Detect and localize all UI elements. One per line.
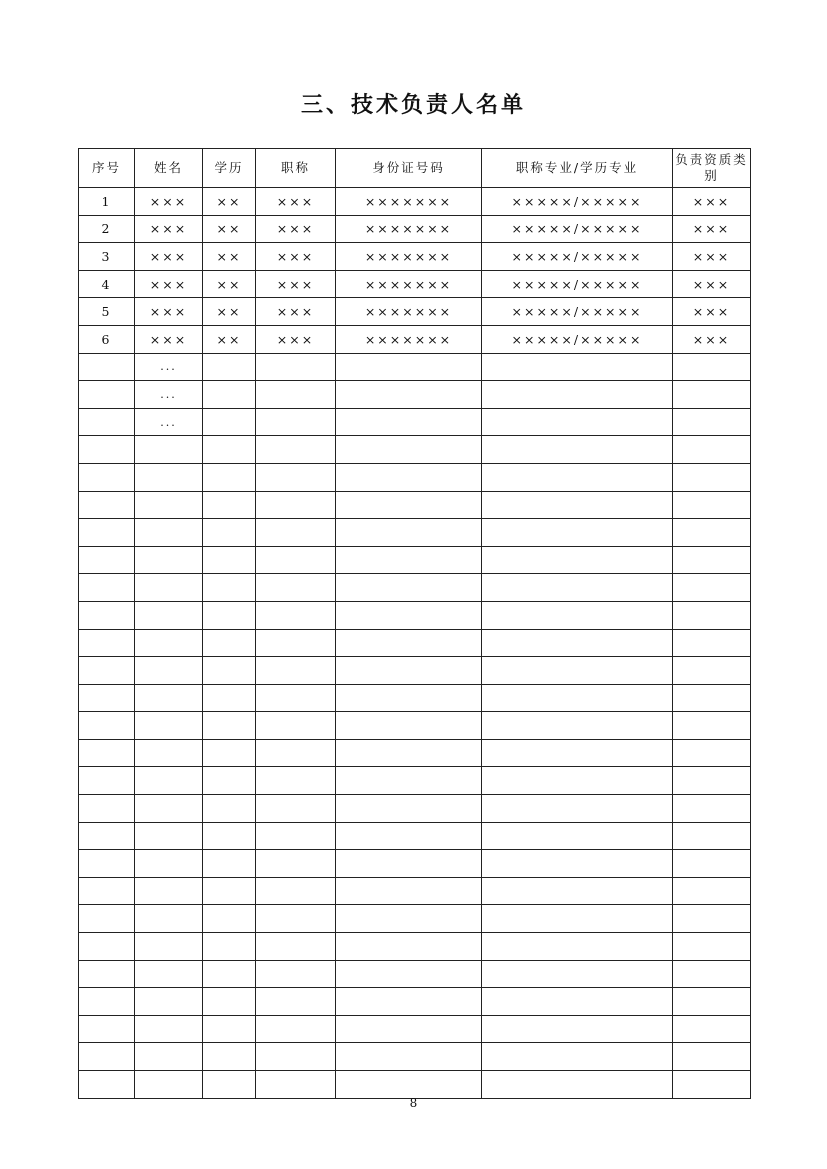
cell-id-number bbox=[336, 657, 482, 685]
cell-major bbox=[482, 960, 673, 988]
cell-title bbox=[256, 1015, 336, 1043]
cell-education bbox=[203, 353, 256, 381]
cell-seq-no bbox=[79, 408, 135, 436]
table-row bbox=[79, 657, 751, 685]
cell-id-number: ××××××× bbox=[336, 188, 482, 216]
cell-id-number bbox=[336, 601, 482, 629]
cell-seq-no bbox=[79, 436, 135, 464]
table-row bbox=[79, 325, 751, 353]
cell-seq-no bbox=[79, 463, 135, 491]
cell-title bbox=[256, 739, 336, 767]
cell-qualification-category bbox=[673, 546, 751, 574]
cell-major bbox=[482, 905, 673, 933]
cell-major bbox=[482, 629, 673, 657]
cell-qualification-category bbox=[673, 795, 751, 823]
cell-qualification-category bbox=[673, 739, 751, 767]
cell-title bbox=[256, 381, 336, 409]
cell-major bbox=[482, 739, 673, 767]
cell-seq-no bbox=[79, 629, 135, 657]
cell-education bbox=[203, 657, 256, 685]
cell-education bbox=[203, 408, 256, 436]
cell-name: ××× bbox=[135, 188, 203, 216]
cell-title bbox=[256, 767, 336, 795]
table-row bbox=[79, 215, 751, 243]
cell-education bbox=[203, 436, 256, 464]
cell-qualification-category bbox=[673, 905, 751, 933]
cell-major: ×××××/××××× bbox=[482, 243, 673, 271]
cell-name: ××× bbox=[135, 298, 203, 326]
cell-seq-no bbox=[79, 519, 135, 547]
cell-name bbox=[135, 1015, 203, 1043]
cell-id-number bbox=[336, 629, 482, 657]
cell-education: ×× bbox=[203, 243, 256, 271]
cell-qualification-category bbox=[673, 1043, 751, 1071]
cell-qualification-category bbox=[673, 822, 751, 850]
table-row bbox=[79, 1071, 751, 1099]
cell-title bbox=[256, 1071, 336, 1099]
cell-qualification-category bbox=[673, 767, 751, 795]
table-row bbox=[79, 298, 751, 326]
cell-education bbox=[203, 381, 256, 409]
cell-major bbox=[482, 1071, 673, 1099]
table-row bbox=[79, 270, 751, 298]
header-id-number: 身份证号码 bbox=[336, 149, 482, 188]
cell-education bbox=[203, 546, 256, 574]
cell-name bbox=[135, 601, 203, 629]
cell-title bbox=[256, 436, 336, 464]
cell-education bbox=[203, 739, 256, 767]
cell-id-number: ××××××× bbox=[336, 325, 482, 353]
cell-education bbox=[203, 905, 256, 933]
cell-qualification-category bbox=[673, 381, 751, 409]
cell-education bbox=[203, 629, 256, 657]
cell-seq-no bbox=[79, 795, 135, 823]
header-major: 职称专业/学历专业 bbox=[482, 149, 673, 188]
cell-title bbox=[256, 574, 336, 602]
document-title: 三、技术负责人名单 bbox=[300, 93, 526, 118]
cell-education bbox=[203, 491, 256, 519]
cell-major bbox=[482, 877, 673, 905]
cell-major bbox=[482, 601, 673, 629]
cell-title: ××× bbox=[256, 215, 336, 243]
cell-major bbox=[482, 1015, 673, 1043]
cell-id-number bbox=[336, 960, 482, 988]
cell-title bbox=[256, 905, 336, 933]
cell-qualification-category bbox=[673, 463, 751, 491]
cell-qualification-category bbox=[673, 1071, 751, 1099]
cell-name bbox=[135, 795, 203, 823]
cell-education bbox=[203, 877, 256, 905]
cell-title bbox=[256, 960, 336, 988]
cell-name bbox=[135, 960, 203, 988]
header-education: 学历 bbox=[203, 149, 256, 188]
cell-education bbox=[203, 933, 256, 961]
cell-name bbox=[135, 905, 203, 933]
cell-title bbox=[256, 408, 336, 436]
cell-id-number bbox=[336, 933, 482, 961]
cell-major bbox=[482, 795, 673, 823]
cell-qualification-category bbox=[673, 353, 751, 381]
cell-education bbox=[203, 1043, 256, 1071]
cell-name bbox=[135, 988, 203, 1016]
cell-qualification-category: ××× bbox=[673, 270, 751, 298]
table-row bbox=[79, 574, 751, 602]
cell-seq-no: 3 bbox=[79, 243, 135, 271]
cell-education bbox=[203, 822, 256, 850]
cell-education bbox=[203, 767, 256, 795]
cell-title: ××× bbox=[256, 243, 336, 271]
cell-title: ××× bbox=[256, 188, 336, 216]
cell-major bbox=[482, 546, 673, 574]
cell-id-number: ××××××× bbox=[336, 243, 482, 271]
table-row bbox=[79, 353, 751, 381]
cell-major: ×××××/××××× bbox=[482, 188, 673, 216]
cell-id-number bbox=[336, 381, 482, 409]
technical-lead-table bbox=[78, 148, 751, 1099]
cell-title bbox=[256, 629, 336, 657]
cell-major bbox=[482, 574, 673, 602]
table-row bbox=[79, 712, 751, 740]
cell-qualification-category bbox=[673, 933, 751, 961]
cell-qualification-category bbox=[673, 574, 751, 602]
cell-major: ×××××/××××× bbox=[482, 325, 673, 353]
cell-id-number bbox=[336, 436, 482, 464]
cell-qualification-category bbox=[673, 629, 751, 657]
cell-name bbox=[135, 822, 203, 850]
cell-name bbox=[135, 767, 203, 795]
table-row bbox=[79, 877, 751, 905]
cell-seq-no bbox=[79, 739, 135, 767]
cell-major bbox=[482, 684, 673, 712]
cell-major bbox=[482, 381, 673, 409]
cell-seq-no bbox=[79, 601, 135, 629]
cell-title bbox=[256, 1043, 336, 1071]
cell-seq-no bbox=[79, 546, 135, 574]
cell-name bbox=[135, 850, 203, 878]
cell-name bbox=[135, 629, 203, 657]
cell-education bbox=[203, 712, 256, 740]
cell-major bbox=[482, 519, 673, 547]
cell-title bbox=[256, 712, 336, 740]
cell-qualification-category bbox=[673, 408, 751, 436]
cell-title bbox=[256, 519, 336, 547]
cell-id-number bbox=[336, 1071, 482, 1099]
cell-major bbox=[482, 988, 673, 1016]
cell-major bbox=[482, 491, 673, 519]
cell-education: ×× bbox=[203, 270, 256, 298]
cell-qualification-category bbox=[673, 1015, 751, 1043]
cell-name bbox=[135, 712, 203, 740]
table-row bbox=[79, 795, 751, 823]
cell-id-number bbox=[336, 1015, 482, 1043]
table-row bbox=[79, 188, 751, 216]
cell-name bbox=[135, 657, 203, 685]
cell-education bbox=[203, 519, 256, 547]
table-body bbox=[79, 188, 751, 1099]
cell-education bbox=[203, 795, 256, 823]
cell-id-number bbox=[336, 491, 482, 519]
table-header bbox=[79, 149, 751, 188]
cell-qualification-category bbox=[673, 712, 751, 740]
table-row bbox=[79, 436, 751, 464]
cell-major bbox=[482, 933, 673, 961]
cell-name: ××× bbox=[135, 215, 203, 243]
cell-qualification-category: ××× bbox=[673, 188, 751, 216]
cell-qualification-category bbox=[673, 988, 751, 1016]
cell-education: ×× bbox=[203, 298, 256, 326]
cell-education: ×× bbox=[203, 215, 256, 243]
cell-id-number bbox=[336, 822, 482, 850]
table-row bbox=[79, 546, 751, 574]
cell-name bbox=[135, 1071, 203, 1099]
cell-education bbox=[203, 463, 256, 491]
cell-id-number bbox=[336, 988, 482, 1016]
cell-seq-no bbox=[79, 988, 135, 1016]
cell-seq-no bbox=[79, 960, 135, 988]
cell-name: ××× bbox=[135, 243, 203, 271]
cell-id-number bbox=[336, 684, 482, 712]
cell-qualification-category bbox=[673, 491, 751, 519]
table-row bbox=[79, 629, 751, 657]
cell-seq-no bbox=[79, 684, 135, 712]
cell-major bbox=[482, 1043, 673, 1071]
cell-major bbox=[482, 712, 673, 740]
cell-education bbox=[203, 574, 256, 602]
cell-major bbox=[482, 822, 673, 850]
table-row bbox=[79, 491, 751, 519]
cell-id-number bbox=[336, 408, 482, 436]
cell-id-number: ××××××× bbox=[336, 298, 482, 326]
cell-id-number bbox=[336, 353, 482, 381]
cell-title: ××× bbox=[256, 298, 336, 326]
cell-name: ××× bbox=[135, 270, 203, 298]
cell-education bbox=[203, 960, 256, 988]
cell-title bbox=[256, 491, 336, 519]
cell-education bbox=[203, 850, 256, 878]
cell-id-number bbox=[336, 712, 482, 740]
cell-title bbox=[256, 684, 336, 712]
cell-seq-no bbox=[79, 850, 135, 878]
cell-seq-no bbox=[79, 574, 135, 602]
cell-seq-no: 1 bbox=[79, 188, 135, 216]
cell-qualification-category bbox=[673, 601, 751, 629]
cell-seq-no bbox=[79, 491, 135, 519]
cell-name bbox=[135, 739, 203, 767]
cell-education bbox=[203, 684, 256, 712]
cell-qualification-category bbox=[673, 960, 751, 988]
cell-id-number bbox=[336, 795, 482, 823]
cell-id-number bbox=[336, 739, 482, 767]
cell-major: ×××××/××××× bbox=[482, 298, 673, 326]
cell-major bbox=[482, 353, 673, 381]
cell-seq-no bbox=[79, 822, 135, 850]
cell-seq-no bbox=[79, 657, 135, 685]
cell-seq-no bbox=[79, 905, 135, 933]
table-row bbox=[79, 1015, 751, 1043]
cell-name bbox=[135, 519, 203, 547]
table-row bbox=[79, 988, 751, 1016]
cell-name bbox=[135, 491, 203, 519]
cell-title bbox=[256, 353, 336, 381]
cell-id-number bbox=[336, 519, 482, 547]
cell-seq-no bbox=[79, 933, 135, 961]
cell-name bbox=[135, 463, 203, 491]
table-row bbox=[79, 601, 751, 629]
cell-title bbox=[256, 601, 336, 629]
header-name: 姓名 bbox=[135, 149, 203, 188]
cell-id-number bbox=[336, 574, 482, 602]
cell-seq-no: 5 bbox=[79, 298, 135, 326]
header-qualification-category: 负责资质类别 bbox=[673, 149, 751, 188]
cell-seq-no bbox=[79, 767, 135, 795]
table-row bbox=[79, 463, 751, 491]
cell-qualification-category bbox=[673, 436, 751, 464]
cell-qualification-category bbox=[673, 519, 751, 547]
cell-name: ××× bbox=[135, 325, 203, 353]
cell-qualification-category bbox=[673, 657, 751, 685]
cell-seq-no: 6 bbox=[79, 325, 135, 353]
table-row bbox=[79, 381, 751, 409]
table-row bbox=[79, 243, 751, 271]
header-seq-no: 序号 bbox=[79, 149, 135, 188]
cell-major bbox=[482, 408, 673, 436]
cell-title bbox=[256, 546, 336, 574]
cell-qualification-category: ××× bbox=[673, 298, 751, 326]
cell-major bbox=[482, 850, 673, 878]
table-row bbox=[79, 960, 751, 988]
cell-education bbox=[203, 601, 256, 629]
cell-major bbox=[482, 463, 673, 491]
table-row bbox=[79, 933, 751, 961]
cell-education bbox=[203, 1071, 256, 1099]
cell-id-number bbox=[336, 877, 482, 905]
cell-qualification-category bbox=[673, 684, 751, 712]
cell-title bbox=[256, 933, 336, 961]
cell-qualification-category bbox=[673, 850, 751, 878]
cell-seq-no: 2 bbox=[79, 215, 135, 243]
cell-seq-no bbox=[79, 381, 135, 409]
cell-id-number bbox=[336, 905, 482, 933]
cell-seq-no bbox=[79, 712, 135, 740]
cell-qualification-category bbox=[673, 877, 751, 905]
cell-name bbox=[135, 546, 203, 574]
table-row bbox=[79, 739, 751, 767]
table-row bbox=[79, 519, 751, 547]
cell-education bbox=[203, 988, 256, 1016]
cell-id-number bbox=[336, 1043, 482, 1071]
cell-major: ×××××/××××× bbox=[482, 270, 673, 298]
cell-id-number: ××××××× bbox=[336, 215, 482, 243]
cell-qualification-category: ××× bbox=[673, 243, 751, 271]
cell-title bbox=[256, 988, 336, 1016]
cell-id-number bbox=[336, 546, 482, 574]
cell-id-number bbox=[336, 850, 482, 878]
cell-id-number: ××××××× bbox=[336, 270, 482, 298]
cell-id-number bbox=[336, 463, 482, 491]
cell-education bbox=[203, 1015, 256, 1043]
cell-title bbox=[256, 822, 336, 850]
cell-title bbox=[256, 463, 336, 491]
cell-education: ×× bbox=[203, 188, 256, 216]
cell-qualification-category: ××× bbox=[673, 215, 751, 243]
cell-qualification-category: ××× bbox=[673, 325, 751, 353]
table-row bbox=[79, 408, 751, 436]
table-row bbox=[79, 822, 751, 850]
cell-name bbox=[135, 1043, 203, 1071]
cell-seq-no bbox=[79, 877, 135, 905]
table-row bbox=[79, 684, 751, 712]
table-row bbox=[79, 850, 751, 878]
header-title: 职称 bbox=[256, 149, 336, 188]
cell-title: ××× bbox=[256, 325, 336, 353]
cell-name bbox=[135, 436, 203, 464]
cell-major bbox=[482, 657, 673, 685]
cell-title: ××× bbox=[256, 270, 336, 298]
table-row bbox=[79, 767, 751, 795]
cell-title bbox=[256, 657, 336, 685]
cell-title bbox=[256, 795, 336, 823]
cell-seq-no bbox=[79, 1043, 135, 1071]
cell-name bbox=[135, 574, 203, 602]
cell-name bbox=[135, 684, 203, 712]
header-row bbox=[79, 149, 751, 188]
cell-education: ×× bbox=[203, 325, 256, 353]
cell-major: ×××××/××××× bbox=[482, 215, 673, 243]
cell-major bbox=[482, 436, 673, 464]
cell-name bbox=[135, 933, 203, 961]
cell-id-number bbox=[336, 767, 482, 795]
cell-name: ... bbox=[135, 353, 203, 381]
cell-name: ... bbox=[135, 408, 203, 436]
cell-seq-no bbox=[79, 353, 135, 381]
page-number: 8 bbox=[409, 1096, 418, 1110]
table-row bbox=[79, 905, 751, 933]
cell-title bbox=[256, 850, 336, 878]
table-row bbox=[79, 1043, 751, 1071]
cell-major bbox=[482, 767, 673, 795]
cell-seq-no bbox=[79, 1015, 135, 1043]
cell-seq-no bbox=[79, 1071, 135, 1099]
cell-title bbox=[256, 877, 336, 905]
cell-name: ... bbox=[135, 381, 203, 409]
cell-name bbox=[135, 877, 203, 905]
cell-seq-no: 4 bbox=[79, 270, 135, 298]
